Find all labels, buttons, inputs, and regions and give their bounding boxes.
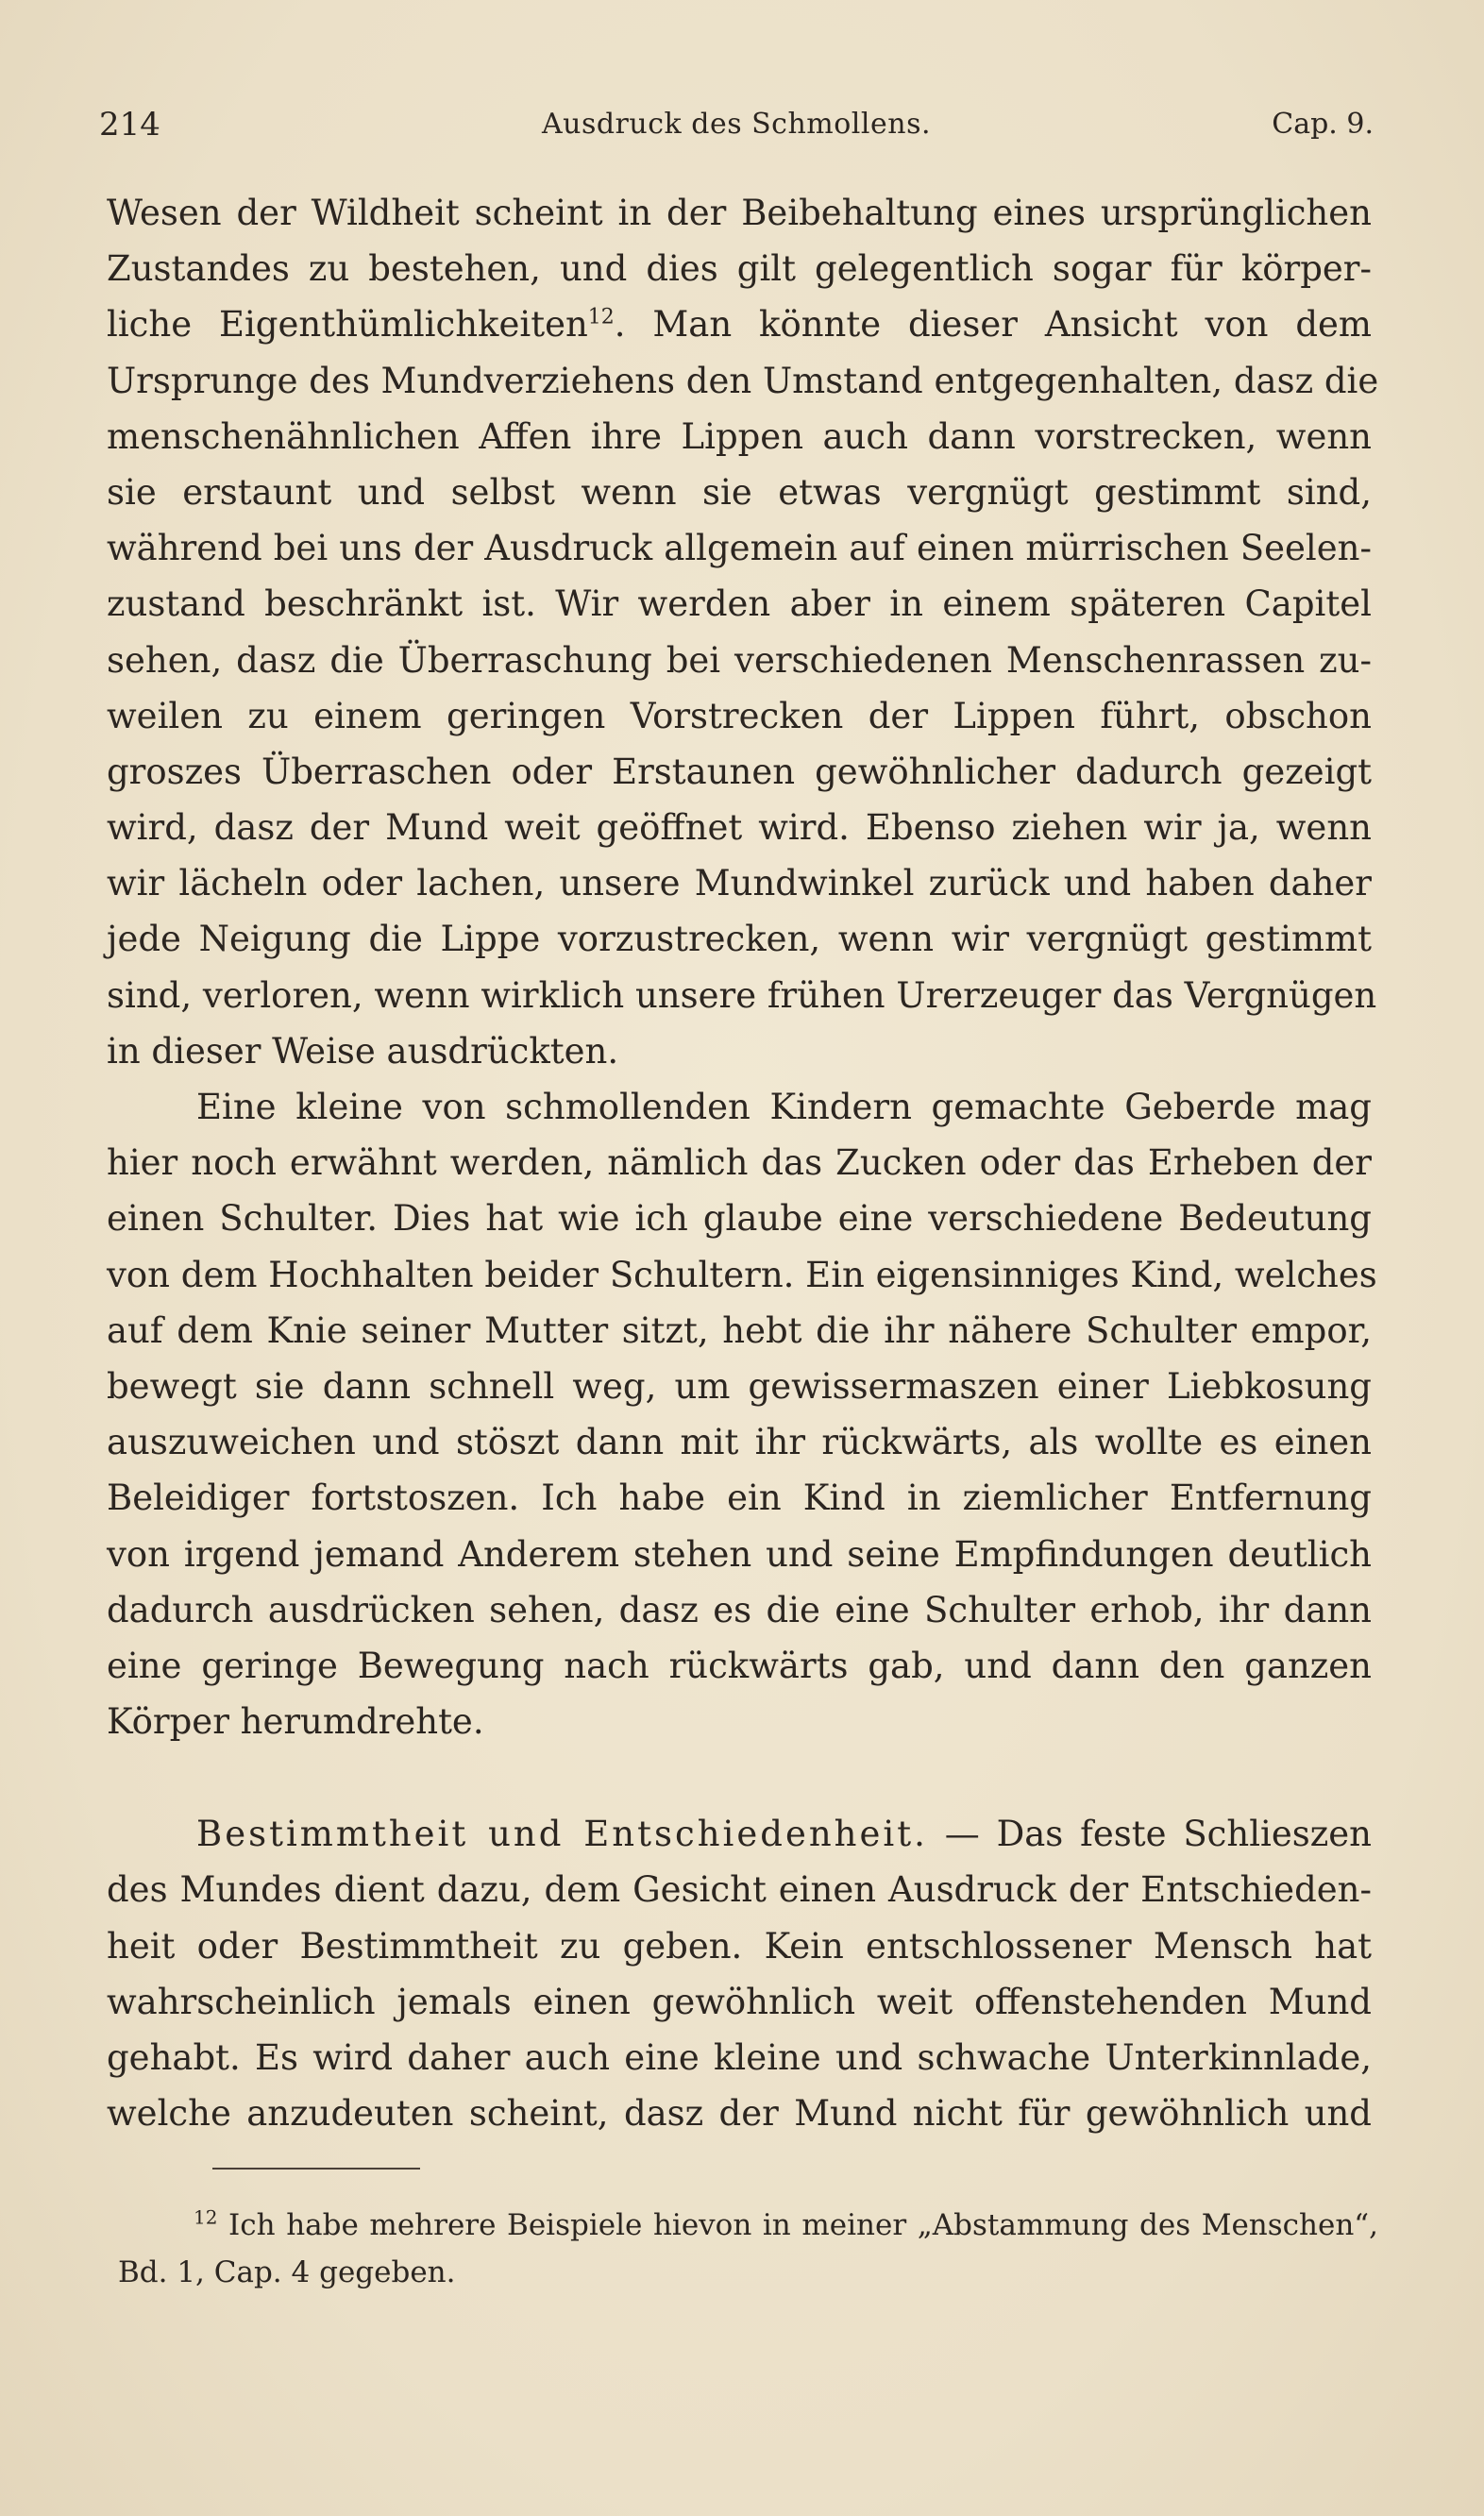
footnote xyxy=(118,2202,1378,2296)
text-fragment: — Das feste Schlieszen xyxy=(927,1814,1372,1855)
text-line: jede Neigung die Lippe vorzustrecken, wenn wir vergnügt gestimmt xyxy=(107,919,1372,960)
footnote-line: Bd. 1, Cap. 4 gegeben. xyxy=(118,2255,456,2289)
text-line: auf dem Knie seiner Mutter sitzt, hebt die ihr nähere Schulter empor, xyxy=(107,1309,1372,1351)
text-line: heit oder Bestimmtheit zu geben. Kein entschlossener Mensch hat xyxy=(107,1925,1372,1967)
section-gap xyxy=(107,1749,1372,1806)
text-line: Beleidiger fortstoszen. Ich habe ein Kind in ziemlicher Entfernung xyxy=(107,1478,1372,1519)
footnote-divider xyxy=(212,2168,420,2170)
text-line: wahrscheinlich jemals einen gewöhnlich weit offenstehenden Mund xyxy=(107,1981,1372,2022)
page-number: 214 xyxy=(99,106,160,144)
text-line: sie erstaunt und selbst wenn sie etwas vergnügt gestimmt sind, xyxy=(107,471,1372,513)
text-line: Ursprunge des Mundverziehens den Umstand entgegenhalten, dasz die xyxy=(107,360,1379,401)
text-line: von dem Hochhalten beider Schultern. Ein eigensinniges Kind, welches xyxy=(107,1254,1377,1295)
text-line: wir lächeln oder lachen, unsere Mundwinkel zurück und haben daher xyxy=(107,863,1372,904)
text-line: groszes Überraschen oder Erstaunen gewöhnlicher dadurch gezeigt xyxy=(107,751,1372,792)
text-line: menschenähnlichen Affen ihre Lippen auch dann vorstrecken, wenn xyxy=(107,415,1372,457)
footnote-line xyxy=(118,2202,1378,2249)
text-line: Körper herumdrehte. xyxy=(107,1701,484,1743)
chapter-label: Cap. 9. xyxy=(1272,108,1374,141)
text-line xyxy=(107,296,1372,352)
text-line: weilen zu einem geringen Vorstrecken der Lippen führt, obschon xyxy=(107,695,1372,736)
text-line: in dieser Weise ausdrückten. xyxy=(107,1030,619,1072)
text-line: sind, verloren, wenn wirklich unsere frühen Urerzeuger das Vergnügen xyxy=(107,974,1377,1016)
body-text xyxy=(107,185,1379,2141)
text-line: gehabt. Es wird daher auch eine kleine und schwache Unterkinnlade, xyxy=(107,2037,1372,2078)
footnote-reference[interactable]: 12 xyxy=(587,306,615,330)
text-line: bewegt sie dann schnell weg, um gewissermaszen einer Liebkosung xyxy=(107,1365,1372,1407)
footnote-marker: 12 xyxy=(194,2205,218,2229)
text-line: Zustandes zu bestehen, und dies gilt gelegentlich sogar für körper- xyxy=(107,248,1372,290)
text-line: auszuweichen und stöszt dann mit ihr rückwärts, als wollte es einen xyxy=(107,1422,1372,1463)
text-fragment: liche Eigenthümlichkeiten xyxy=(107,304,588,346)
text-line: einen Schulter. Dies hat wie ich glaube eine verschiedene Bedeutung xyxy=(107,1198,1372,1240)
text-line: zustand beschränkt ist. Wir werden aber in einem späteren Capitel xyxy=(107,583,1372,625)
text-line: eine geringe Bewegung nach rückwärts gab, und dann den ganzen xyxy=(107,1645,1372,1686)
text-line: welche anzudeuten scheint, dasz der Mund nicht für gewöhnlich und xyxy=(107,2093,1372,2135)
text-line: wird, dasz der Mund weit geöffnet wird. Ebenso ziehen wir ja, wenn xyxy=(107,807,1372,849)
text-line: des Mundes dient dazu, dem Gesicht einen Ausdruck der Entschieden- xyxy=(107,1869,1372,1911)
text-line: Wesen der Wildheit scheint in der Beibehaltung eines ursprünglichen xyxy=(107,193,1372,233)
running-title: Ausdruck des Schmollens. xyxy=(541,108,932,141)
text-line: dadurch ausdrücken sehen, dasz es die eine Schulter erhob, ihr dann xyxy=(107,1589,1372,1630)
text-fragment: . Man könnte dieser Ansicht von dem xyxy=(614,304,1372,346)
text-line: von irgend jemand Anderem stehen und seine Empfindungen deutlich xyxy=(107,1533,1372,1575)
text-line xyxy=(107,1806,1372,1862)
text-line: während bei uns der Ausdruck allgemein auf einen mürrischen Seelen- xyxy=(107,528,1372,569)
text-line: Eine kleine von schmollenden Kindern gemachte Geberde mag xyxy=(196,1087,1372,1127)
running-header xyxy=(99,101,1374,148)
text-line: hier noch erwähnt werden, nämlich das Zucken oder das Erheben der xyxy=(107,1142,1372,1184)
text-line: sehen, dasz die Überraschung bei verschiedenen Menschenrassen zu- xyxy=(107,639,1372,681)
text-fragment: Ich habe mehrere Beispiele hievon in meiner „Abstammung des Menschen“, xyxy=(228,2208,1378,2242)
section-heading: Bestimmtheit und Entschiedenheit. xyxy=(196,1814,928,1855)
